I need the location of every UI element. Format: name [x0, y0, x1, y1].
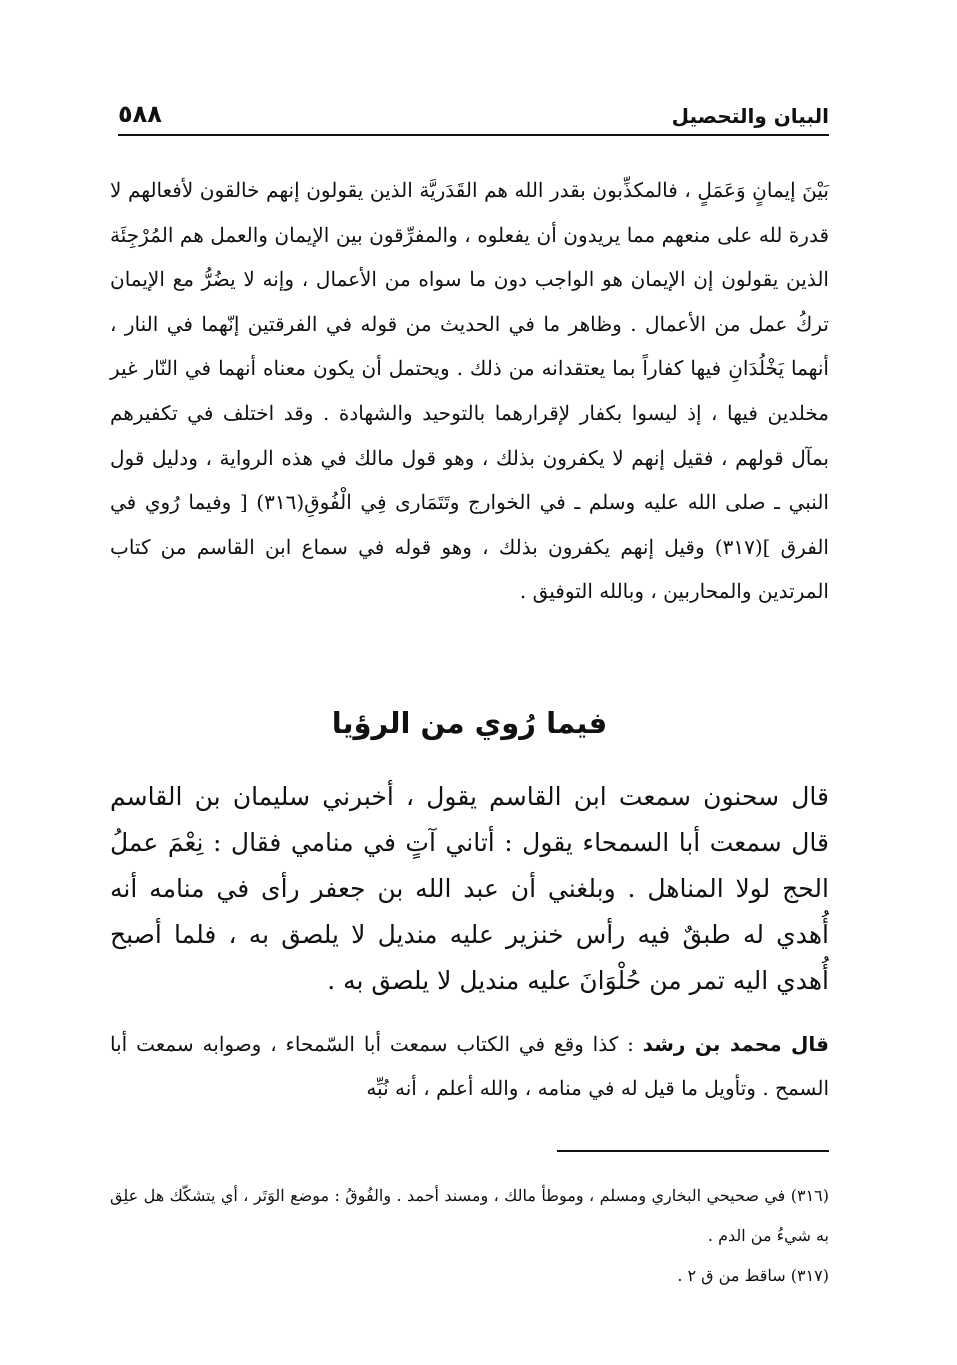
paragraph-main-text: بَيْنَ إيمانٍ وَعَمَلٍ ، فالمكذِّبون بقدر الله هم القَدَريَّة الذين يقولون إنهم خالقون لأفعالهم لا قدرة لله على منعهم مما يريدون أن يفعلوه ، والمفرِّقون بين الإيمان والعمل هم المُرْجِئَة الذين يقولون إن الإيمان هو الواجب دون ما سواه من الأعمال ، وإنه لا يضُرُّ مع الإيمان تركُ عمل من الأعمال . وظاهر ما في الحديث من قوله في الفرقتين إنّهما في النار ، أنهما يَخْلُدَانِ فيها كفاراً بما يعتقدانه من ذلك . ويحتمل أن يكون معناه أنهما في النّار غير مخلدين فيها ، إذ ليسوا بكفار لإقرارهما بالتوحيد والشهادة . وقد اختلف في تكفيرهم بمآل قولهم ، فقيل إنهم لا يكفرون بذلك ، وهو قول مالك في هذه الرواية ، ودليل قول النبي ـ صلى الله عليه وسلم ـ في الخوارج وتَتَمَارى فِي الْفُوقِ(٣١٦) [ وفيما رُوي في الفرق ](٣١٧) وقيل إنهم يكفرون بذلك ، وهو قوله في سماع ابن القاسم من كتاب المرتدين والمحاربين ، وبالله التوفيق . [110, 178, 829, 604]
paragraph-vision-narration: قال سحنون سمعت ابن القاسم يقول ، أخبرني سليمان بن القاسم قال سمعت أبا السمحاء يقول : أتاني آتٍ في منامي فقال : نِعْمَ عملُ الحج لولا المناهل . وبلغني أن عبد الله بن جعفر رأى في منامه أنه أُهدي له طبقٌ فيه رأس خنزير عليه منديل لا يلصق به ، فلما أصبح أُهدي اليه تمر من حُلْوَانَ عليه منديل لا يلصق به . [110, 782, 829, 995]
footnote-317: (٣١٧) ساقط من ق ٢ . [677, 1266, 829, 1285]
footnotes [110, 1176, 829, 1296]
commentary-text: : كذا وقع في الكتاب سمعت أبا السّمحاء ، وصوابه سمعت أبا السمح . وتأويل ما قيل له في منامه ، والله أعلم ، أنه نُبِّه [110, 1032, 829, 1100]
page-number: ٥٨٨ [118, 100, 162, 128]
running-title: البيان والتحصيل [671, 104, 829, 128]
paragraph-commentary [110, 1022, 829, 1110]
section-title: فيما رُوي من الرؤيا [331, 706, 608, 740]
footnote-divider [557, 1150, 829, 1152]
commentary-author: قال محمد بن رشد [642, 1032, 830, 1056]
footnote-316: (٣١٦) في صحيحي البخاري ومسلم ، وموطأ مالك ، ومسند أحمد . والفُوقُ : موضع الوَتَر ، أي يتشكّك هل علِق به شيءُ من الدم . [110, 1186, 829, 1245]
page-header [118, 92, 829, 136]
